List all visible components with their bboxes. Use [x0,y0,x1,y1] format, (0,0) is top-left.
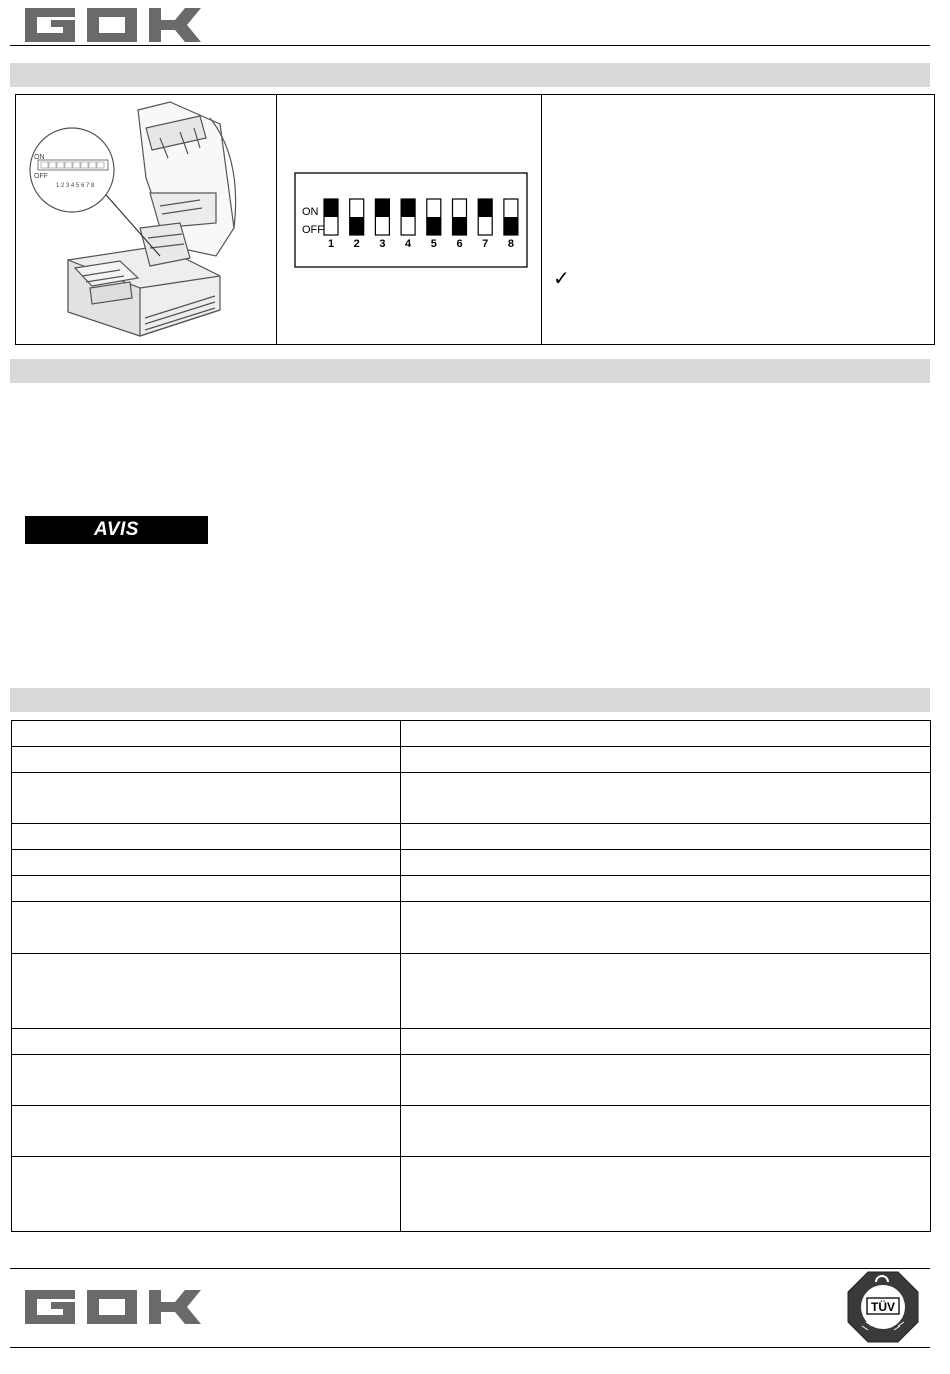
table-row [12,1157,931,1232]
spec-value-cell [401,1106,931,1157]
spec-label-cell [12,1157,401,1232]
table-row [12,1055,931,1106]
dip-switch-knob-5 [427,217,441,235]
section-band-2 [10,359,930,383]
inset-switch-numbers: 1 2 3 4 5 6 7 8 [56,183,95,189]
header-rule [10,45,930,46]
dip-switch-number: 3 [379,238,386,250]
spec-label-cell [12,721,401,747]
spec-value-cell [401,850,931,876]
footer-rule-bottom [10,1347,930,1348]
dip-switch-knob-6 [453,217,467,235]
section-band-1 [10,63,930,87]
gok-logo-footer [25,1290,201,1324]
table-row [12,1029,931,1055]
footer-rule-top [10,1268,930,1269]
spec-value-cell [401,773,931,824]
checkmark-icon: ✓ [553,266,570,290]
spec-value-cell [401,1157,931,1232]
spec-label-cell [12,850,401,876]
dip-switch-number: 5 [430,238,437,250]
dip-switch-knob-1 [324,199,338,217]
tuv-certification-seal [846,1270,920,1344]
dip-switch-number: 7 [482,238,489,250]
table-row [12,773,931,824]
section-band-3 [10,688,930,712]
spec-label-cell [12,824,401,850]
spec-label-cell [12,1029,401,1055]
spec-value-cell [401,1055,931,1106]
gok-logo-header [25,8,201,42]
dip-switch-knob-7 [478,199,492,217]
inset-off-label: OFF [34,173,48,180]
tuv-seal-text: TÜV [871,1300,895,1314]
table-row [12,824,931,850]
dip-switch-knob-3 [375,199,389,217]
spec-value-cell [401,721,931,747]
printer-illustration [20,98,270,338]
spec-value-cell [401,954,931,1029]
spec-value-cell [401,747,931,773]
spec-label-cell [12,747,401,773]
dip-off-label: OFF [302,224,324,236]
table-row [12,902,931,954]
dip-switch-number: 8 [507,238,514,250]
dip-switch-number: 4 [405,238,412,250]
dip-switch-number: 6 [456,238,463,250]
inset-on-label: ON [34,154,45,161]
spec-label-cell [12,876,401,902]
spec-value-cell [401,876,931,902]
table-row [12,954,931,1029]
figure-divider-2 [541,94,542,345]
spec-label-cell [12,1055,401,1106]
table-row [12,721,931,747]
table-row [12,747,931,773]
dip-switch-knob-2 [350,217,364,235]
dip-on-label: ON [302,206,319,218]
table-row [12,850,931,876]
spec-value-cell [401,1029,931,1055]
dip-switch-knob-4 [401,199,415,217]
spec-value-cell [401,902,931,954]
figure-divider-1 [276,94,277,345]
table-row [12,876,931,902]
spec-label-cell [12,954,401,1029]
spec-value-cell [401,824,931,850]
dip-switch-number: 1 [327,238,335,250]
table-row [12,1106,931,1157]
dip-switch-knob-8 [504,217,518,235]
spec-label-cell [12,773,401,824]
dip-switch-diagram [294,172,528,269]
dip-switch-number: 2 [353,238,360,250]
notice-label: AVIS [25,516,208,544]
spec-label-cell [12,1106,401,1157]
spec-table [11,720,931,1232]
spec-label-cell [12,902,401,954]
